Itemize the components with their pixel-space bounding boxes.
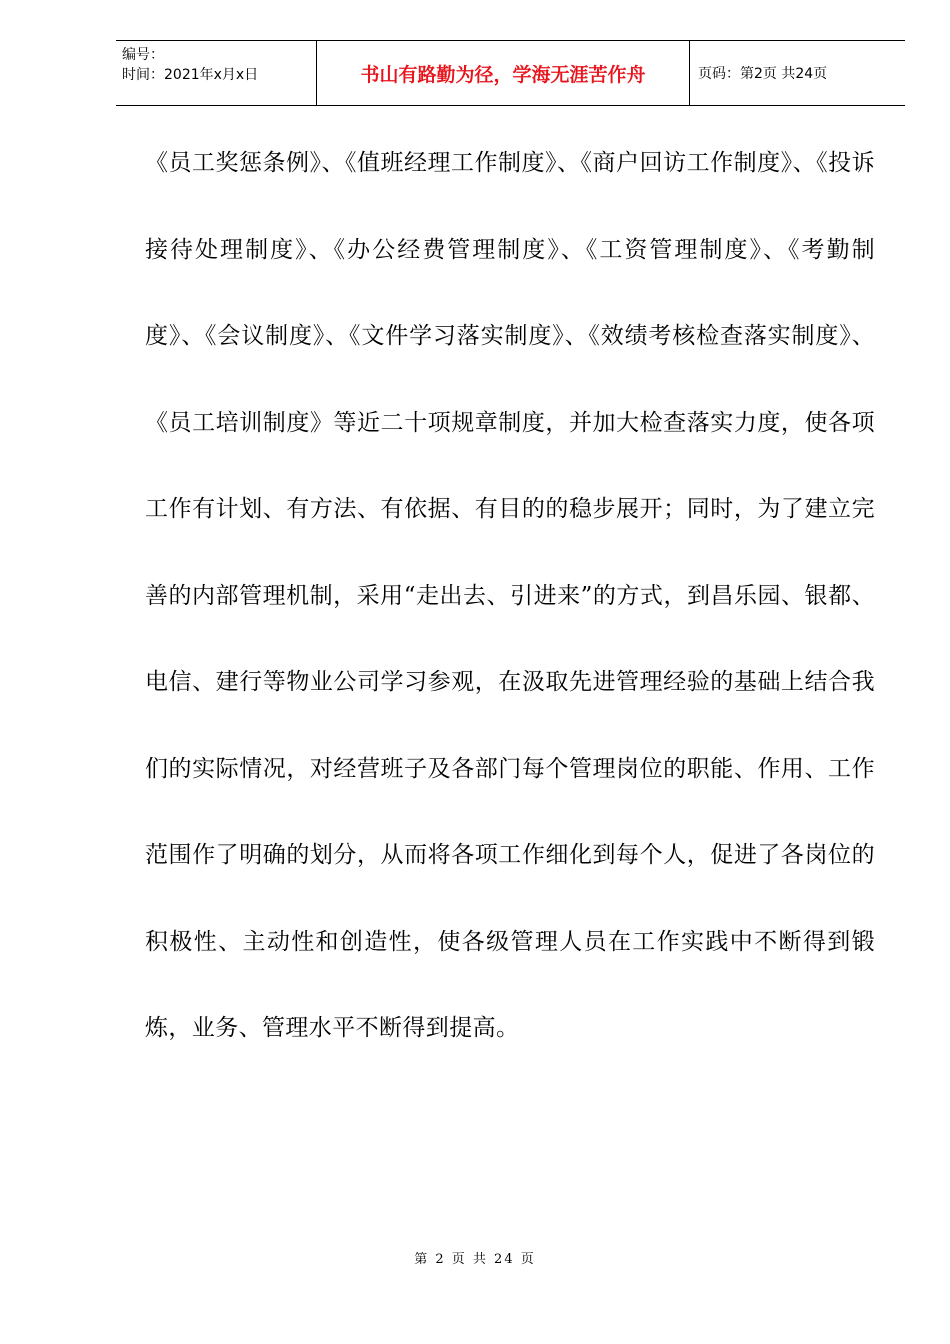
body-paragraph: 《员工奖惩条例》、《值班经理工作制度》、《商户回访工作制度》、《投诉接待处理制度》、《办公经费管理制度》、《工资管理制度》、《考勤制度》、《会议制度》、《文件学习落实制度》、《效绩考核检查落实制度》、《员工培训制度》等近二十项规章制度，并加大检查落实力度，使各项工作有计划、有方法、有依据、有目的的稳步展开；同时，为了建立完善的内部管理机制，采用“走出去、引进来”的方式，到昌乐园、银都、电信、建行等物业公司学习参观，在汲取先进管理经验的基础上结合我们的实际情况，对经营班子及各部门每个管理岗位的职能、作用、工作范围作了明确的划分，从而将各项工作细化到每个人，促进了各岗位的积极性、主动性和创造性，使各级管理人员在工作实践中不断得到锻炼，业务、管理水平不断得到提高。 [145,150,875,1041]
header-page-info: 页码：第2页 共24页 [698,66,828,82]
document-number: 编号： [122,47,164,63]
header-meta [116,41,316,105]
header-motto: 书山有路勤为径，学海无涯苦作舟 [316,41,690,105]
page-header [116,40,905,106]
page-footer: 第 2 页 共 24 页 [414,1252,536,1267]
document-date: 时间：2021年x月x日 [122,67,259,83]
